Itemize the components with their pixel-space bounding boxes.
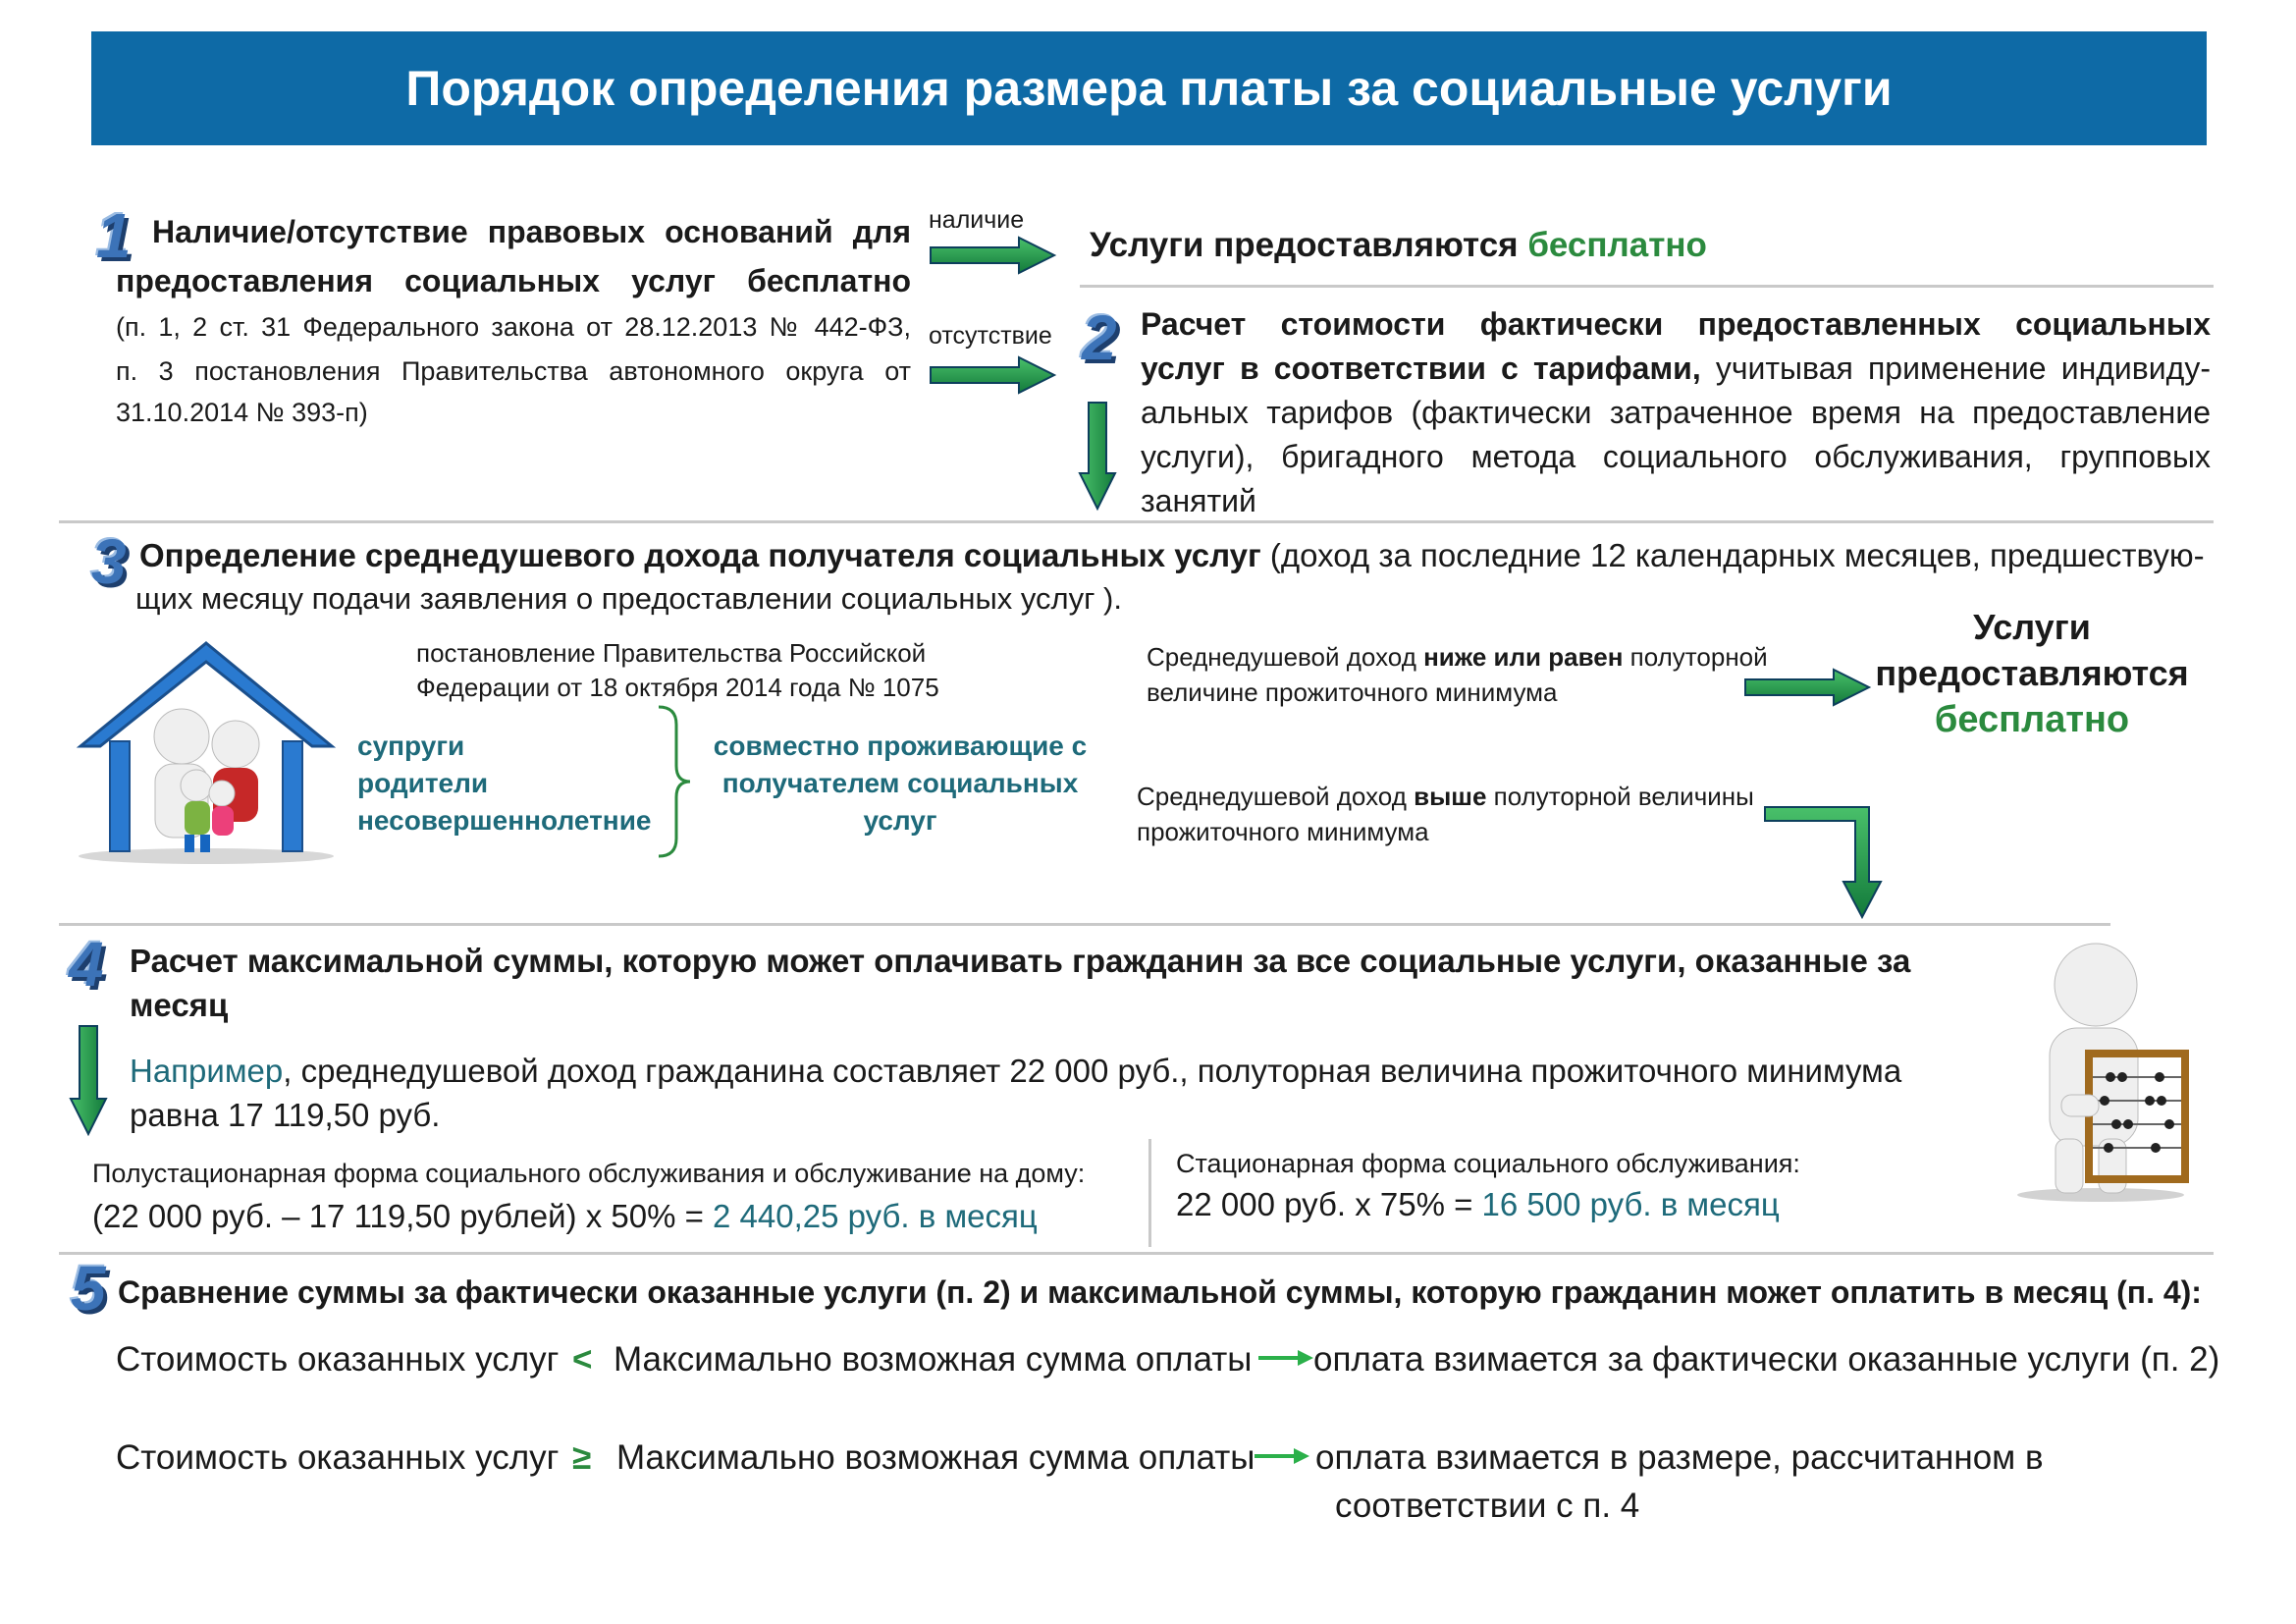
semi-stationary-formula [92,1198,1038,1235]
family-parents: родители [357,768,489,798]
stat-result: 16 500 руб. в месяц [1481,1186,1780,1222]
row2-result-line1: оплата взимается в размере, рассчитанном в [1315,1438,2044,1477]
arrow-right-icon [1745,668,1871,707]
step-1-reference-line1: (п. 1, 2 ст. 31 Федерального закона от 28.12.2013 № 442-ФЗ, [116,312,911,342]
step-3-number: 3 [91,526,127,597]
arrow-right-icon [1255,1445,1311,1467]
row2-left: Стоимость оказанных услуг [116,1438,560,1477]
arrow-right-icon [1258,1347,1315,1369]
row1-sign: < [572,1340,593,1379]
semi-stationary-title: Полустационарная форма социального обслуживания и обслуживание на дому: [92,1159,1086,1188]
result-free-word: бесплатно [1527,226,1707,264]
step-2-line4: услуги), бригадного метода социального обслуживания, групповых [1141,439,2211,474]
step-5-heading: Сравнение суммы за фактически оказанные услуги (п. 2) и максимальной суммы, которую гражданин может оплатить в месяц (п. 4): [118,1274,2202,1310]
step-2-line3: альных тарифов (фактически затраченное время на предоставление [1141,395,2211,430]
step-2-line2-bold: услуг в соответствии с тарифами, [1141,351,1701,386]
arrow-right-icon [931,236,1056,275]
free-line3: бесплатно [1934,699,2130,740]
label-absence: отсутствие [929,322,1052,350]
step-3-heading-line1 [139,537,2205,574]
step-2-line2 [1141,351,2211,387]
arrow-down-icon [69,1026,108,1136]
condition-low-prefix: Среднедушевой доход [1147,642,1424,672]
decree-line2: Федерации от 18 октября 2014 года № 1075 [416,673,939,702]
condition-low-line2: величине прожиточного минимума [1147,677,1558,707]
label-presence: наличие [929,206,1025,234]
step-4-example-line1 [130,1053,1901,1090]
condition-high-suffix: полуторной величины [1486,782,1754,811]
step-1-reference-line3: 31.10.2014 № 393-п) [116,398,368,427]
cohabiting-line2: получателем социальных [721,768,1079,798]
step-4-number: 4 [69,929,104,1000]
step-1-result-free [1090,226,1707,265]
arrow-down-icon [1079,403,1116,511]
arrow-turn-down-icon [1765,799,1893,923]
divider [1080,285,2214,288]
semi-formula: (22 000 руб. – 17 119,50 рублей) х 50% = [92,1198,714,1234]
condition-high-prefix: Среднедушевой доход [1137,782,1415,811]
family-minors: несовершеннолетние [357,805,652,836]
page-title: Порядок определения размера платы за социальные услуги [91,31,2207,145]
stat-formula: 22 000 руб. х 75% = [1176,1186,1482,1222]
family-spouses: супруги [357,731,465,761]
step-3-heading-rest: (доход за последние 12 календарных месяцев, предшествую- [1260,537,2205,573]
step-4-heading-line2: месяц [130,987,229,1023]
condition-low-suffix: полуторной [1623,642,1768,672]
semi-result: 2 440,25 руб. в месяц [713,1198,1038,1234]
step-1-heading-line2: предоставления социальных услуг бесплатно [116,263,911,298]
condition-high-bold: выше [1414,782,1487,811]
example-rest: , среднедушевой доход гражданина составляет 22 000 руб., полуторная величина прожиточного минимума [283,1053,1902,1089]
divider [1148,1139,1151,1247]
step-2-line1: Расчет стоимости фактически предоставленных социальных [1141,306,2211,342]
row2-middle: Максимально возможная сумма оплаты [616,1438,1255,1477]
step-3-heading-line2: щих месяцу подачи заявления о предоставлении социальных услуг ). [135,581,1122,616]
condition-high [1137,782,1754,812]
step-2-line2-rest: учитывая применение индивиду- [1700,351,2211,386]
step-1-heading-line1: Наличие/отсутствие правовых оснований для [152,214,911,249]
divider [59,923,2110,926]
step-1-number: 1 [96,200,132,271]
example-word: Например [130,1053,284,1089]
brace-icon [655,705,694,858]
row1-result: оплата взимается за фактически оказанные услуги (п. 2) [1313,1340,2220,1379]
step-4-example-line2: равна 17 119,50 руб. [130,1097,441,1133]
family-house-illustration [59,638,339,864]
stationary-formula [1176,1186,1780,1223]
condition-high-line2: прожиточного минимума [1137,817,1429,846]
step-3-heading-bold: Определение среднедушевого дохода получателя социальных услуг [139,537,1261,573]
person-with-abacus-illustration [2002,938,2199,1203]
divider [59,1252,2214,1255]
free-line1: Услуги [1973,607,2091,647]
row1-middle: Максимально возможная сумма оплаты [614,1340,1253,1379]
cohabiting-line3: услуг [863,805,937,836]
stationary-title: Стационарная форма социального обслуживания: [1176,1149,1800,1178]
decree-line1: постановление Правительства Российской [416,638,927,668]
step-2-line5: занятий [1141,483,1256,518]
step-5-number: 5 [71,1253,106,1324]
step-4-heading-line1: Расчет максимальной суммы, которую может оплачивать гражданин за все социальные услуги, оказанные за [130,943,1911,979]
step-2-number: 2 [1082,302,1117,373]
row1-left: Стоимость оказанных услуг [116,1340,560,1379]
result-prefix: Услуги предоставляются [1090,226,1528,264]
row2-sign: ≥ [572,1438,592,1477]
divider [59,520,2214,523]
condition-low [1147,642,1768,673]
free-line2: предоставляются [1875,653,2189,693]
step-1-reference-line2: п. 3 постановления Правительства автономного округа от [116,356,911,386]
condition-low-bold: ниже или равен [1423,642,1624,672]
cohabiting-line1: совместно проживающие с [713,731,1088,761]
arrow-right-icon [931,355,1056,395]
row2-result-line2: соответствии с п. 4 [1335,1487,1640,1525]
